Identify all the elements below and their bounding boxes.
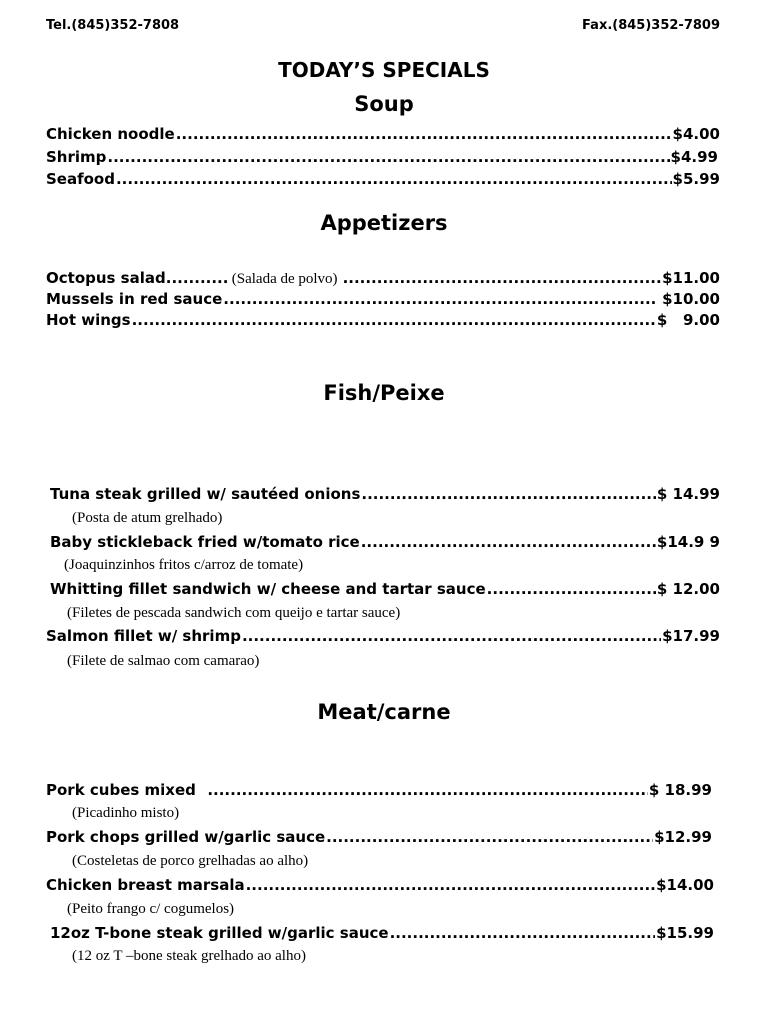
menu-item-appetizer: [46, 290, 720, 310]
item-name: Mussels in red sauce: [46, 290, 223, 308]
item-name: Shrimp: [46, 148, 107, 166]
item-price: $17.99: [662, 627, 720, 645]
dot-leader: [176, 125, 672, 143]
menu-item-soup: [46, 125, 720, 145]
dot-leader: [246, 876, 656, 894]
dot-leader: [361, 485, 656, 503]
menu-item-appetizer: [46, 311, 720, 331]
item-portuguese-name: (Joaquinzinhos fritos c/arroz de tomate): [64, 557, 304, 573]
item-name: 12oz T-bone steak grilled w/garlic sauce: [50, 924, 389, 942]
dot-leader: [132, 311, 656, 329]
menu-item-appetizer: [46, 269, 720, 289]
item-price: $15.99: [656, 924, 714, 942]
dot-leader: [116, 170, 672, 188]
item-name: Seafood: [46, 170, 115, 188]
section-heading-fish: Fish/Peixe: [323, 381, 445, 405]
item-price: $4.99: [670, 148, 718, 166]
item-name: Whitting fillet sandwich w/ cheese and tartar sauce: [50, 580, 486, 598]
dot-leader: [361, 533, 656, 551]
menu-item-fish: [50, 580, 720, 600]
page-title: TODAY’S SPECIALS: [278, 58, 490, 82]
item-price: $ 12.00: [656, 580, 720, 598]
item-price: $4.00: [672, 125, 720, 143]
item-price: $12.99: [654, 828, 712, 846]
item-price: $ 18.99: [648, 781, 712, 799]
item-price: $14.9 9: [656, 533, 720, 551]
item-portuguese-name: (12 oz T –bone steak grelhado ao alho): [72, 948, 306, 964]
menu-item-fish: [46, 627, 720, 647]
item-name: Salmon fillet w/ shrimp: [46, 627, 241, 645]
item-name: Octopus salad: [46, 269, 166, 287]
phone-number: Tel.(845)352-7808: [46, 18, 180, 33]
item-portuguese-name: (Salada de polvo): [231, 271, 338, 287]
dot-leader: [487, 580, 656, 598]
menu-item-soup: [46, 170, 720, 190]
item-name: Pork cubes mixed: [46, 781, 207, 799]
menu-item-soup: [46, 148, 718, 168]
item-name: Chicken breast marsala: [46, 876, 245, 894]
fax-number: Fax.(845)352-7809: [582, 18, 720, 33]
dot-leader: [343, 269, 662, 287]
dot-leader: [326, 828, 653, 846]
menu-item-meat: [46, 876, 714, 896]
section-heading-meat: Meat/carne: [317, 700, 451, 724]
menu-item-fish: [50, 533, 720, 553]
section-heading-soup: Soup: [354, 92, 414, 116]
menu-item-meat: [50, 924, 714, 944]
item-portuguese-name: (Peito frango c/ cogumelos): [67, 901, 235, 917]
item-portuguese-name: (Picadinho misto): [72, 805, 180, 821]
item-name: Pork chops grilled w/garlic sauce: [46, 828, 326, 846]
menu-item-fish: [50, 485, 720, 505]
item-portuguese-name: (Filete de salmao com camarao): [67, 653, 260, 669]
item-name: Chicken noodle: [46, 125, 175, 143]
menu-item-meat: [46, 781, 712, 801]
item-name: Tuna steak grilled w/ sautéed onions: [50, 485, 361, 503]
section-heading-appetizers: Appetizers: [320, 211, 448, 235]
menu-item-meat: [46, 828, 712, 848]
dot-leader: [107, 148, 669, 166]
dot-leader: [207, 781, 648, 799]
item-portuguese-name: (Costeletas de porco grelhadas ao alho): [72, 853, 309, 869]
dot-leader: [242, 627, 661, 645]
item-price: $14.00: [656, 876, 714, 894]
item-price: $ 14.99: [656, 485, 720, 503]
item-name: Hot wings: [46, 311, 131, 329]
item-name: Baby stickleback fried w/tomato rice: [50, 533, 360, 551]
item-portuguese-name: (Posta de atum grelhado): [72, 510, 223, 526]
item-price: $10.00: [656, 290, 720, 308]
dot-leader: [390, 924, 656, 942]
dot-leader: [223, 290, 656, 308]
dot-leader: [166, 269, 228, 287]
item-price: $5.99: [672, 170, 720, 188]
item-price: $11.00: [662, 269, 720, 287]
item-price: $ 9.00: [656, 311, 720, 329]
item-portuguese-name: (Filetes de pescada sandwich com queijo e tartar sauce): [67, 605, 401, 621]
